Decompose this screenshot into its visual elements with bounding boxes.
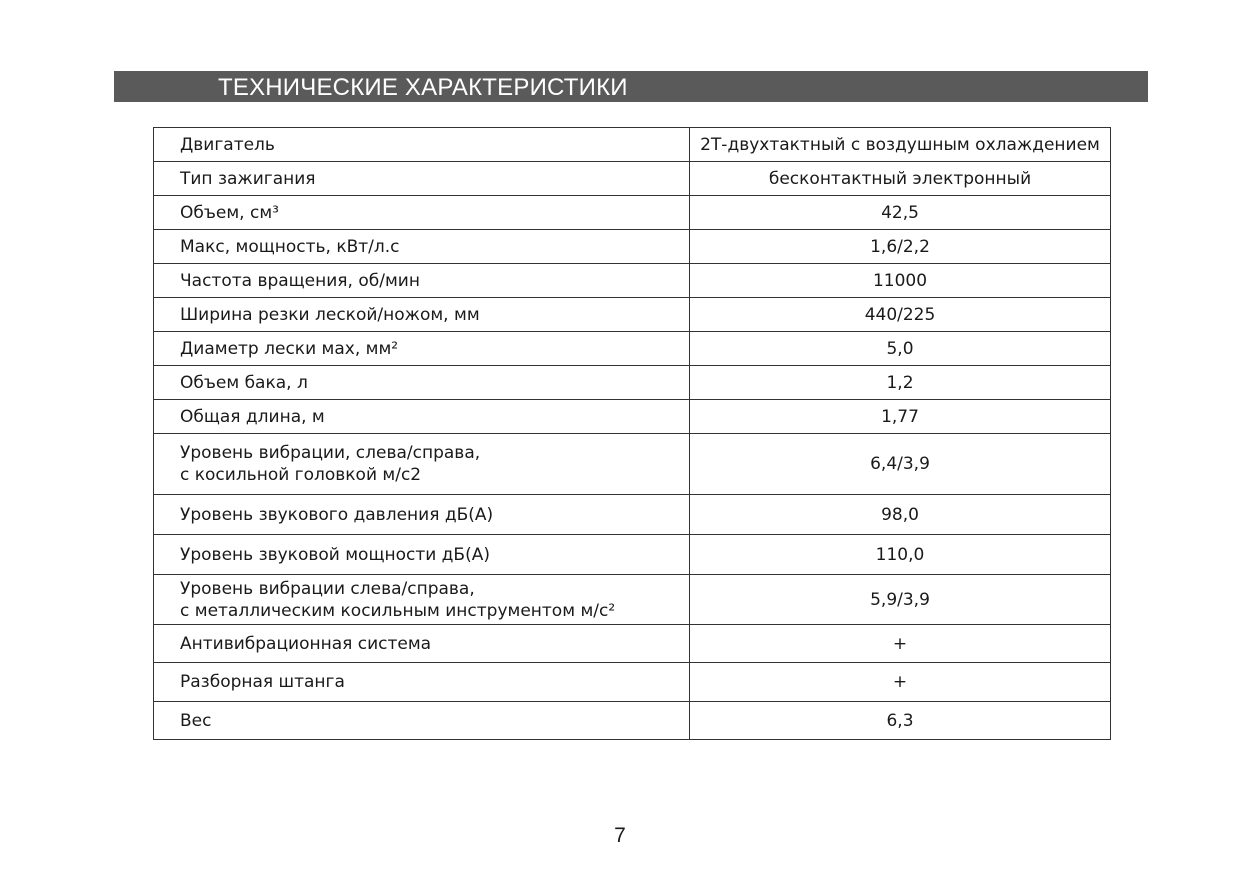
param-value: 1,77	[881, 406, 919, 427]
param-label: Объем, см³	[180, 202, 279, 223]
param-value: +	[892, 672, 908, 692]
param-label: Уровень звуковой мощности дБ(А)	[180, 544, 490, 565]
table-row	[154, 264, 1111, 298]
table-row	[154, 366, 1111, 400]
param-label: Уровень звукового давления дБ(А)	[180, 504, 494, 525]
param-label: Объем бака, л	[180, 372, 308, 393]
param-label: Антивибрационная система	[180, 633, 432, 654]
param-value: 110,0	[875, 544, 925, 565]
table-row	[154, 535, 1111, 575]
param-value: 42,5	[881, 202, 919, 223]
param-label: Общая длина, м	[180, 406, 325, 427]
param-value: 5,9/3,9	[870, 589, 930, 610]
param-value: 6,4/3,9	[870, 454, 930, 474]
param-value: +	[892, 633, 908, 654]
table-row	[154, 128, 1111, 162]
table-row	[154, 702, 1111, 740]
param-value: 2Т-двухтактный с воздушным охлаждением	[700, 134, 1100, 155]
param-value: 440/225	[864, 304, 936, 325]
param-label: Разборная штанга	[180, 672, 345, 692]
table-row	[154, 332, 1111, 366]
table-row	[154, 298, 1111, 332]
param-value: бесконтактный электронный	[768, 168, 1032, 189]
param-label: Двигатель	[180, 134, 275, 155]
param-value: 11000	[872, 270, 928, 291]
table-row	[154, 230, 1111, 264]
table-row	[154, 196, 1111, 230]
section-header-bar	[114, 71, 1148, 102]
param-label: Ширина резки леской/ножом, мм	[180, 304, 480, 325]
param-value: 5,0	[886, 338, 914, 359]
table-row	[154, 495, 1111, 535]
section-title: ТЕХНИЧЕСКИЕ ХАРАКТЕРИСТИКИ	[218, 74, 628, 101]
param-label: Тип зажигания	[180, 168, 316, 189]
param-label: Уровень вибрации, слева/справа, с косильной головкой м/с2	[180, 443, 481, 485]
param-value: 1,6/2,2	[870, 236, 930, 257]
param-label: Уровень вибрации слева/справа, с металлическим косильным инструментом м/с²	[180, 578, 616, 621]
specifications-table	[153, 127, 1111, 740]
table-row	[154, 434, 1111, 495]
table-row	[154, 400, 1111, 434]
param-label: Частота вращения, об/мин	[180, 270, 420, 291]
table-row	[154, 663, 1111, 702]
param-label: Макс, мощность, кВт/л.с	[180, 236, 400, 257]
param-value: 6,3	[886, 710, 914, 731]
param-label: Вес	[180, 710, 212, 731]
param-value: 98,0	[881, 504, 919, 525]
param-value: 1,2	[886, 372, 914, 393]
param-label: Диаметр лески мах, мм²	[180, 338, 399, 359]
table-row	[154, 575, 1111, 625]
table-row	[154, 625, 1111, 663]
page-number: 7	[614, 824, 626, 847]
table-row	[154, 162, 1111, 196]
